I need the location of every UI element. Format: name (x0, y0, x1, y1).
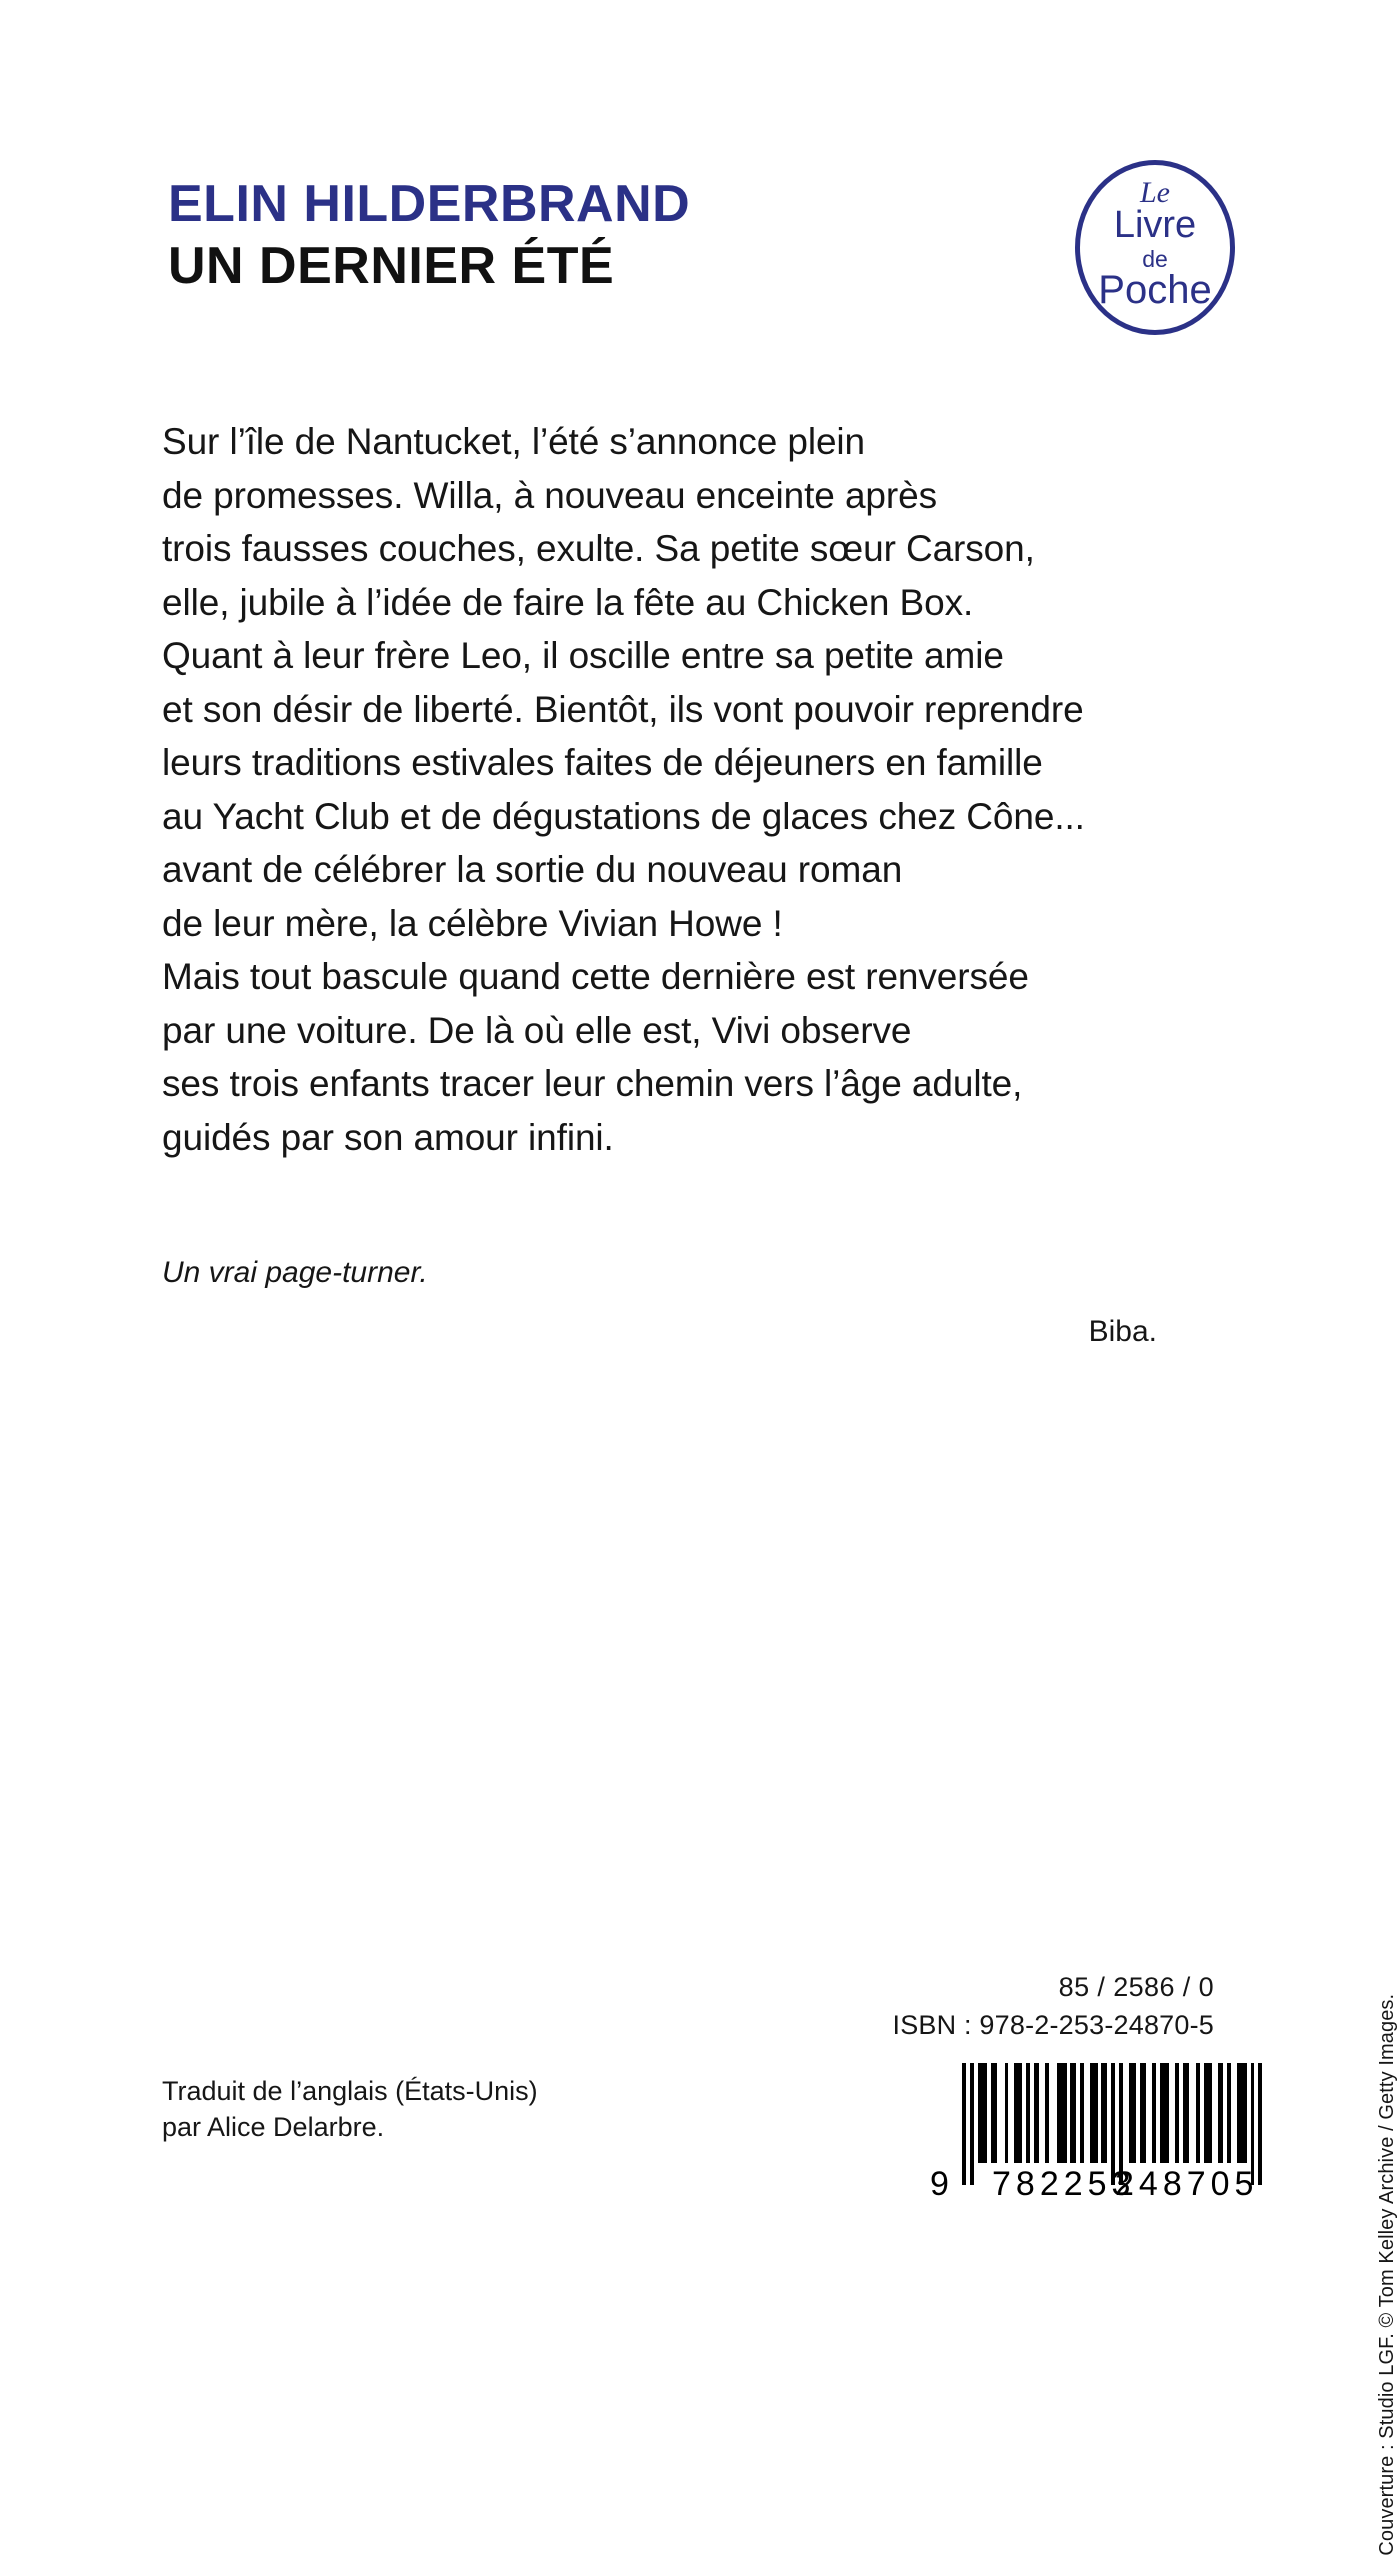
synopsis-line: elle, jubile à l’idée de faire la fête au Chicken Box. (162, 581, 974, 623)
synopsis-line: leurs traditions estivales faites de déjeuners en famille (162, 742, 1043, 783)
translator-line-1: Traduit de l’anglais (États-Unis) (162, 2076, 538, 2106)
synopsis-line: guidés par son amour infini. (162, 1116, 614, 1158)
logo-text-de: de (1142, 246, 1168, 272)
barcode-right-group: 248705 (1115, 2165, 1259, 2203)
logo-text-le: Le (1140, 176, 1170, 209)
synopsis-line: Sur l’île de Nantucket, l’été s’annonce plein (162, 421, 866, 462)
synopsis-line: Quant à leur frère Leo, il oscille entre sa petite amie (162, 635, 1004, 676)
review-source: Biba. (1088, 1315, 1157, 1348)
cover-credit: Couverture : Studio LGF. © Tom Kelley Archive / Getty Images. (1376, 1993, 1398, 2556)
barcode-digits (930, 2163, 1270, 2203)
synopsis-line: par une voiture. De là où elle est, Vivi observe (162, 1009, 912, 1051)
synopsis-line: et son désir de liberté. Bientôt, ils vont pouvoir reprendre (162, 688, 1084, 730)
logo-text-livre: Livre (1113, 204, 1197, 246)
synopsis-line: trois fausses couches, exulte. Sa petite sœur Carson, (162, 528, 1035, 569)
logo-text-poche: Poche (1098, 268, 1212, 312)
isbn-number: ISBN : 978-2-253-24870-5 (892, 2010, 1214, 2040)
barcode-lead-digit: 9 (930, 2165, 950, 2203)
barcode (930, 2063, 1270, 2213)
synopsis-line: de promesses. Willa, à nouveau enceinte après (162, 474, 937, 516)
synopsis-block (162, 415, 1282, 1164)
synopsis-line: avant de célébrer la sortie du nouveau roman (162, 849, 903, 890)
synopsis-line: ses trois enfants tracer leur chemin vers l’âge adulte, (162, 1063, 1023, 1104)
isbn-block (893, 1968, 1215, 2044)
translator-credit (162, 2073, 538, 2145)
synopsis-line: Mais tout bascule quand cette dernière est renversée (162, 956, 1029, 997)
barcode-left-group: 782253 (992, 2165, 1136, 2203)
review-quote: Un vrai page-turner. (162, 1256, 428, 1289)
author-name: ELIN HILDERBRAND (168, 175, 691, 233)
title-block (168, 175, 988, 295)
synopsis-line: de leur mère, la célèbre Vivian Howe ! (162, 902, 783, 944)
publisher-logo (1075, 160, 1235, 335)
translator-line-2: par Alice Delarbre. (162, 2112, 385, 2142)
book-title: UN DERNIER ÉTÉ (168, 237, 615, 295)
synopsis-line: au Yacht Club et de dégustations de glaces chez Cône... (162, 795, 1085, 837)
catalog-code: 85 / 2586 / 0 (1058, 1972, 1214, 2002)
